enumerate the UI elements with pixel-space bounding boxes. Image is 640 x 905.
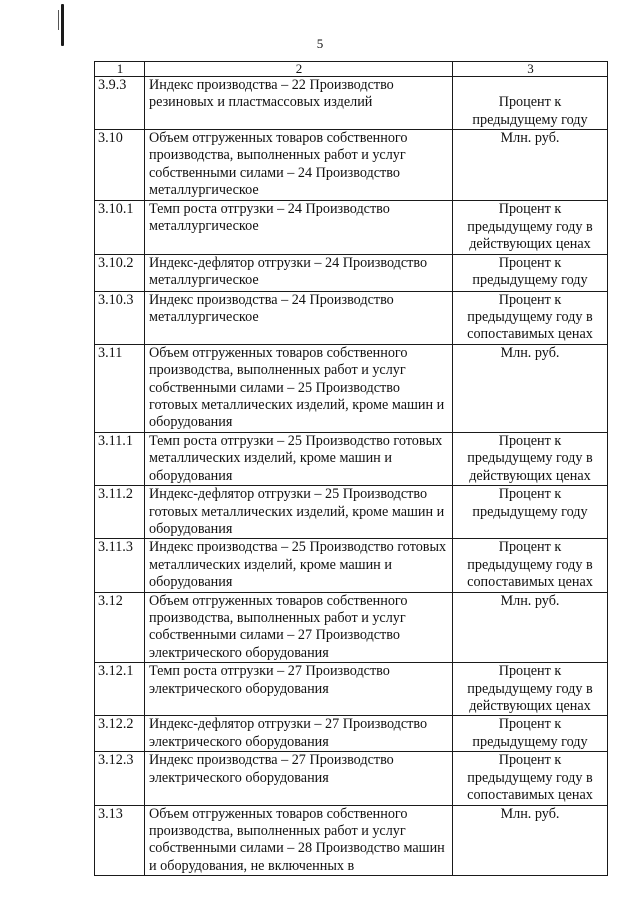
row-code: 3.10.2 bbox=[95, 254, 145, 291]
row-code: 3.10.3 bbox=[95, 291, 145, 344]
row-name: Индекс производства – 22 Производство резиновых и пластмассовых изделий bbox=[145, 77, 453, 130]
row-unit: Процент к предыдущему году в сопоставимых ценах bbox=[453, 752, 608, 805]
row-unit: Процент к предыдущему году bbox=[453, 486, 608, 539]
row-name: Темп роста отгрузки – 25 Производство готовых металлических изделий, кроме машин и оборудования bbox=[145, 432, 453, 485]
row-name: Объем отгруженных товаров собственного производства, выполненных работ и услуг собственными силами – 24 Производство металлургическое bbox=[145, 130, 453, 201]
row-name: Индекс производства – 24 Производство металлургическое bbox=[145, 291, 453, 344]
table-row bbox=[95, 539, 608, 592]
row-code: 3.11.1 bbox=[95, 432, 145, 485]
row-name: Объем отгруженных товаров собственного производства, выполненных работ и услуг собственными силами – 27 Производство электрического оборудования bbox=[145, 592, 453, 663]
row-unit: Млн. руб. bbox=[453, 130, 608, 201]
row-unit: Млн. руб. bbox=[453, 805, 608, 876]
row-name: Индекс-дефлятор отгрузки – 24 Производство металлургическое bbox=[145, 254, 453, 291]
table-row bbox=[95, 291, 608, 344]
table-row bbox=[95, 486, 608, 539]
row-unit: Процент к предыдущему году bbox=[453, 77, 608, 130]
row-name: Индекс-дефлятор отгрузки – 25 Производство готовых металлических изделий, кроме машин и оборудования bbox=[145, 486, 453, 539]
table-row bbox=[95, 130, 608, 201]
row-unit: Процент к предыдущему году bbox=[453, 716, 608, 752]
row-name: Индекс производства – 25 Производство готовых металлических изделий, кроме машин и оборудования bbox=[145, 539, 453, 592]
table-row bbox=[95, 254, 608, 291]
row-unit: Процент к предыдущему году в действующих ценах bbox=[453, 663, 608, 716]
row-code: 3.12.2 bbox=[95, 716, 145, 752]
table-row bbox=[95, 752, 608, 805]
row-name: Объем отгруженных товаров собственного производства, выполненных работ и услуг собственными силами – 28 Производство машин и оборудования, не включенных в bbox=[145, 805, 453, 876]
row-name: Темп роста отгрузки – 27 Производство электрического оборудования bbox=[145, 663, 453, 716]
row-code: 3.12 bbox=[95, 592, 145, 663]
row-name: Индекс-дефлятор отгрузки – 27 Производство электрического оборудования bbox=[145, 716, 453, 752]
table-header-row bbox=[95, 62, 608, 77]
indicators-table bbox=[94, 61, 608, 876]
row-unit: Млн. руб. bbox=[453, 592, 608, 663]
row-name: Объем отгруженных товаров собственного производства, выполненных работ и услуг собственными силами – 25 Производство готовых металлических изделий, кроме машин и оборудования bbox=[145, 344, 453, 432]
table-row bbox=[95, 663, 608, 716]
table-row bbox=[95, 344, 608, 432]
row-code: 3.13 bbox=[95, 805, 145, 876]
table-row bbox=[95, 200, 608, 254]
row-unit: Процент к предыдущему году bbox=[453, 254, 608, 291]
row-unit: Процент к предыдущему году в действующих ценах bbox=[453, 432, 608, 485]
page-number: 5 bbox=[316, 36, 324, 51]
table-row bbox=[95, 716, 608, 752]
table-row bbox=[95, 77, 608, 130]
table-row bbox=[95, 592, 608, 663]
row-code: 3.11 bbox=[95, 344, 145, 432]
row-unit: Процент к предыдущему году в действующих ценах bbox=[453, 200, 608, 254]
header-col-2: 2 bbox=[145, 62, 453, 77]
row-code: 3.10 bbox=[95, 130, 145, 201]
row-code: 3.12.1 bbox=[95, 663, 145, 716]
scan-binding-mark-thin bbox=[58, 10, 59, 30]
table-row bbox=[95, 805, 608, 876]
row-code: 3.11.2 bbox=[95, 486, 145, 539]
row-code: 3.9.3 bbox=[95, 77, 145, 130]
row-unit: Процент к предыдущему году в сопоставимых ценах bbox=[453, 291, 608, 344]
row-unit: Процент к предыдущему году в сопоставимых ценах bbox=[453, 539, 608, 592]
header-col-3: 3 bbox=[453, 62, 608, 77]
row-code: 3.10.1 bbox=[95, 200, 145, 254]
header-col-1: 1 bbox=[95, 62, 145, 77]
row-name: Индекс производства – 27 Производство электрического оборудования bbox=[145, 752, 453, 805]
table-row bbox=[95, 432, 608, 485]
row-code: 3.11.3 bbox=[95, 539, 145, 592]
row-unit: Млн. руб. bbox=[453, 344, 608, 432]
row-code: 3.12.3 bbox=[95, 752, 145, 805]
row-name: Темп роста отгрузки – 24 Производство металлургическое bbox=[145, 200, 453, 254]
